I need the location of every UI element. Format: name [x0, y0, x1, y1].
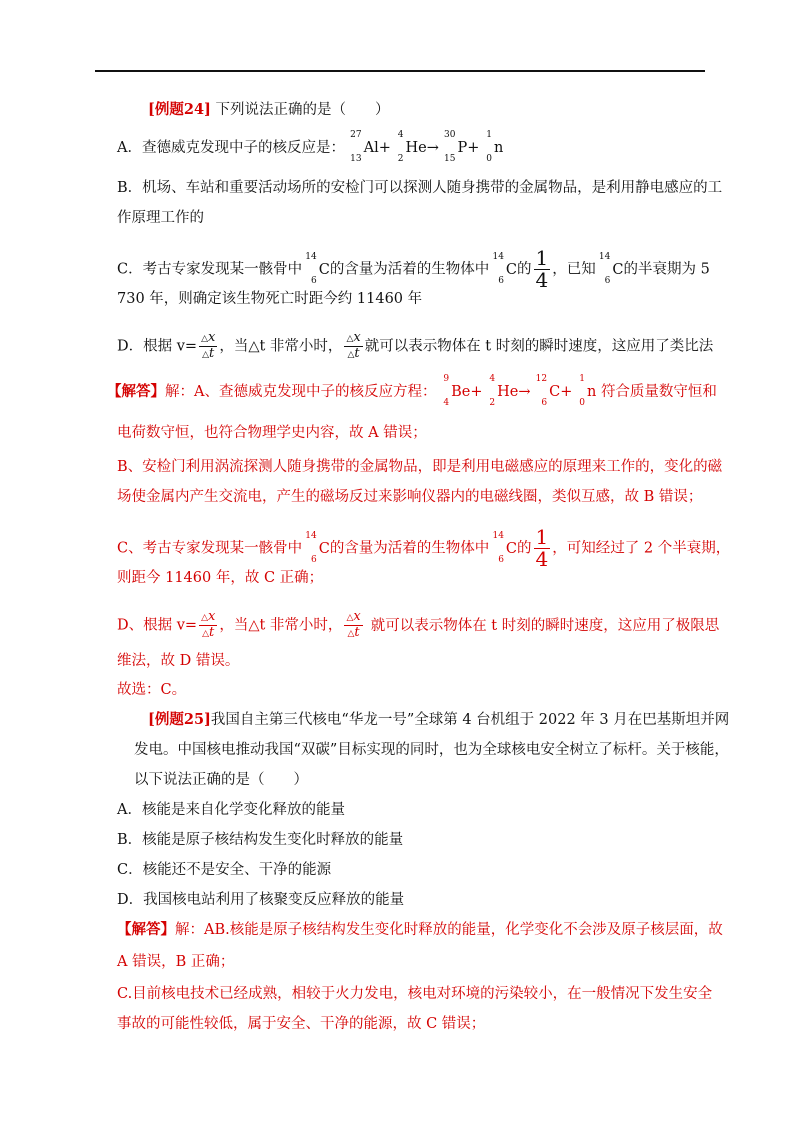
- option25-d: D．我国核电站利用了核聚变反应释放的能量: [117, 892, 405, 908]
- option24-b-line1: B．机场、车站和重要活动场所的安检门可以探测人随身携带的金属物品，是利用静电感应的工: [117, 180, 723, 196]
- example24-question: 下列说法正确的是（ ）: [215, 102, 390, 118]
- fraction-one-quarter: $\frac{1}{4}$: [535, 246, 549, 292]
- nuclide-c14: 14 6 C: [598, 251, 624, 286]
- example25-line2: 发电。中国核电推动我国“双碳”目标实现的同时，也为全球核电安全树立了标杆。关于核能，: [134, 742, 729, 758]
- example25-line1: [例题25]我国自主第三代核电“华龙一号”全球第 4 台机组于 2022 年 3 月在巴基斯坦并网: [148, 711, 730, 728]
- fraction-dx-dt: $\frac{\triangle x}{\triangle t}$: [201, 330, 216, 361]
- answer25-line2: A 错误，B 正确；: [117, 954, 235, 970]
- answer25-line4: 事故的可能性较低，属于安全、干净的能源，故 C 错误；: [117, 1016, 486, 1032]
- option24-b-line2: 作原理工作的: [117, 210, 204, 226]
- nuclide-he: 4 2 He: [397, 130, 427, 164]
- option24-a: A．查德威克发现中子的核反应是： 27 13 Al+ 4 2 He→ 30 15 P+ 1 0 n: [117, 130, 504, 164]
- answer24-line6: 则距今 11460 年，故 C 正确；: [117, 570, 324, 586]
- option25-c: C．核能还不是安全、干净的能源: [117, 862, 332, 878]
- option24-c-line1: C．考古专家发现某一骸骨中 14 6 C的含量为活着的生物体中 14 6 C的 $\frac{1}{4}$ ，已知 14 6 C的半衰期为 5: [117, 246, 710, 292]
- option24-d: D．根据 v= $\frac{\triangle x}{\triangle t}$ ，当△t 非常小时， $\frac{\triangle x}{\triangle t}$ 就可以表示物体在 t 时刻的瞬时速度，这应用了类比法: [117, 330, 714, 361]
- answer25-label: 【解答】: [117, 921, 175, 938]
- example24-title: [148, 100, 390, 120]
- option25-a: A．核能是来自化学变化释放的能量: [117, 802, 345, 818]
- nuclide-al: 27 13 Al: [350, 130, 379, 164]
- answer24-label: 【解答】: [107, 383, 165, 400]
- example25-line3: 以下说法正确的是（ ）: [134, 772, 308, 788]
- example25-tag: [例题25]: [148, 711, 211, 728]
- option24-c-line2: 730 年，则确定该生物死亡时距今约 11460 年: [117, 291, 423, 307]
- nuclide-n: 1 0 n: [579, 374, 597, 408]
- answer24-line8: 维法，故 D 错误。: [117, 653, 240, 669]
- fraction-dx-dt: $\frac{\triangle x}{\triangle t}$: [346, 609, 361, 640]
- answer24-line5: C、考古专家发现某一骸骨中 14 6 C的含量为活着的生物体中 14 6 C的 $\frac{1}{4}$ ，可知经过了 2 个半衰期，: [117, 525, 731, 571]
- answer24-line1: 【解答】解：A、查德威克发现中子的核反应方程： 9 4 Be+ 4 2 He→ 12 6 C+ 1 0 n 符合质量数守恒和: [107, 374, 717, 408]
- nuclide-be: 9 4 Be: [443, 374, 471, 408]
- fraction-one-quarter: $\frac{1}{4}$: [535, 525, 549, 571]
- answer25-line1: 【解答】解：AB.核能是原子核结构发生变化时释放的能量，化学变化不会涉及原子核层面，故: [117, 921, 723, 938]
- example24-tag: [例题24]: [148, 101, 211, 118]
- header-rule: [95, 70, 705, 72]
- nuclide-n: 1 0 n: [486, 130, 504, 164]
- nuclide-c14: 14 6 C: [492, 251, 518, 286]
- nuclide-c14: 14 6 C: [492, 530, 518, 565]
- answer24-line4: 场使金属内产生交流电，产生的磁场反过来影响仪器内的电磁线圈，类似互感，故 B 错误；: [117, 489, 703, 505]
- fraction-dx-dt: $\frac{\triangle x}{\triangle t}$: [201, 609, 216, 640]
- nuclide-he: 4 2 He: [489, 374, 519, 408]
- answer24-line2: 电荷数守恒，也符合物理学史内容，故 A 错误；: [117, 425, 427, 441]
- nuclide-c14: 14 6 C: [305, 530, 330, 565]
- nuclide-c14: 14 6 C: [305, 251, 330, 286]
- fraction-dx-dt: $\frac{\triangle x}{\triangle t}$: [346, 330, 361, 361]
- nuclide-p: 30 15 P: [444, 130, 468, 164]
- answer24-line7: D、根据 v= $\frac{\triangle x}{\triangle t}$ ，当△t 非常小时， $\frac{\triangle x}{\triangle t}$ 就可以表示物体在 t 时刻的瞬时速度，这应用了极限思: [117, 609, 720, 640]
- answer24-choice: 故选：C。: [117, 682, 187, 698]
- option25-b: B．核能是原子核结构发生变化时释放的能量: [117, 832, 404, 848]
- nuclide-c12: 12 6 C: [535, 374, 561, 408]
- answer25-line3: C.目前核电技术已经成熟，相较于火力发电，核电对环境的污染较小，在一般情况下发生安全: [117, 986, 713, 1002]
- answer24-line3: B、安检门利用涡流探测人随身携带的金属物品，即是利用电磁感应的原理来工作的，变化的磁: [117, 459, 723, 475]
